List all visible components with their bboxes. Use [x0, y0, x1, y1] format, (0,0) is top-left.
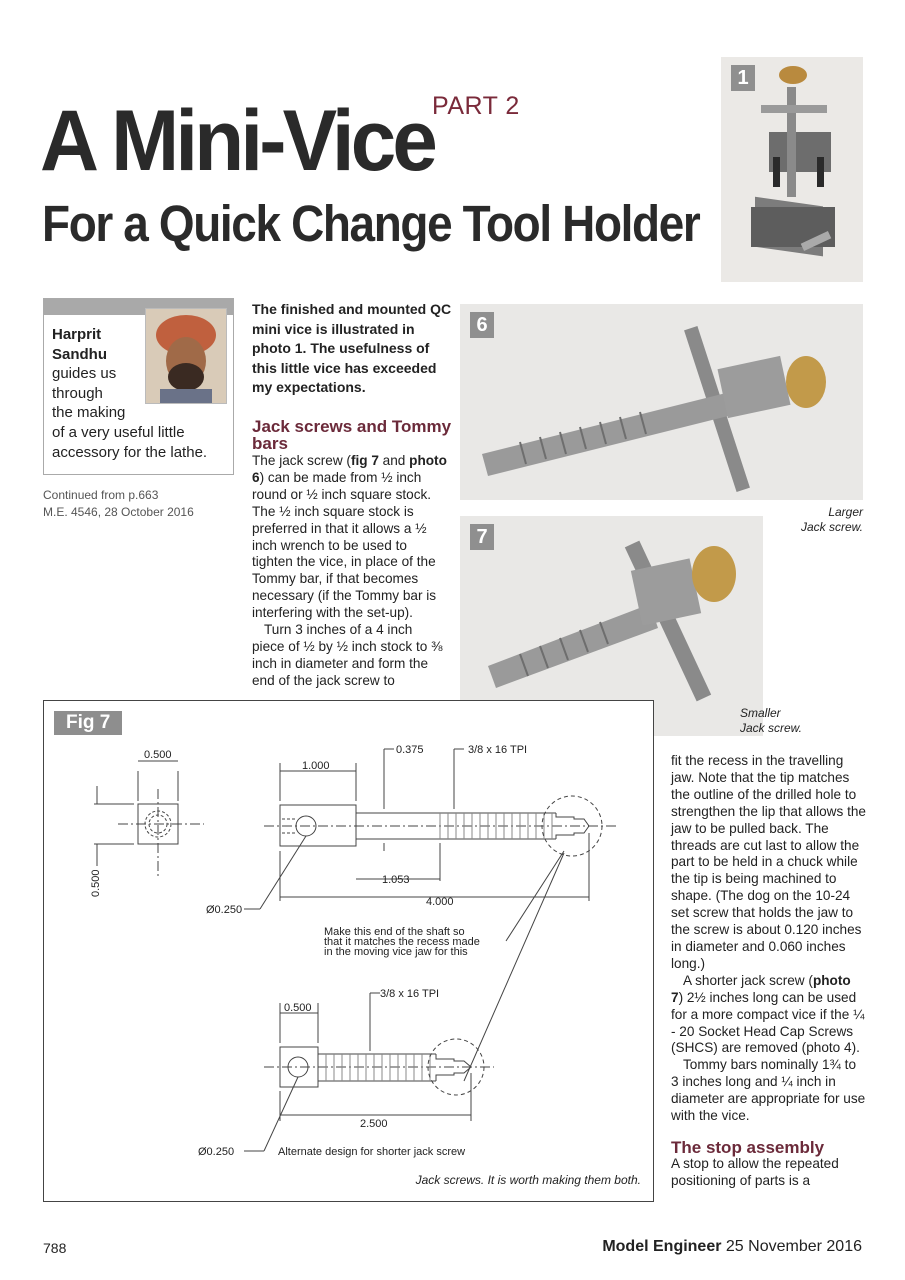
continued-from: Continued from p.663	[43, 488, 159, 502]
author-box	[43, 298, 234, 475]
part-label: PART 2	[432, 92, 520, 120]
blurb-line: the making	[52, 404, 126, 422]
photo-ref: photo 7	[671, 972, 851, 1005]
blurb-line: of a very useful little	[52, 423, 185, 441]
body-column-2	[252, 453, 447, 690]
photo-7-caption-line: Jack screw.	[740, 721, 803, 735]
paragraph-5: Tommy bars nominally 1¾ to 3 inches long and ¼ inch in diameter are appropriate for use with the vice.	[671, 1057, 866, 1124]
photo-ref: photo 6	[252, 453, 447, 485]
page-number: 788	[43, 1240, 67, 1256]
technical-drawing	[44, 701, 655, 1203]
issue-reference: M.E. 4546, 28 October 2016	[43, 505, 194, 519]
issue-date: 25 November 2016	[725, 1238, 862, 1255]
article-title: A Mini-Vice	[40, 93, 435, 189]
dim-head-len: 1.000	[302, 760, 330, 772]
figure-tag: Fig 7	[54, 711, 122, 735]
photo-6-caption-line: Larger	[828, 505, 863, 519]
note-line-2: that it matches the recess made	[324, 936, 480, 948]
dim-overall-short: 2.500	[360, 1118, 388, 1130]
blurb-line: guides us	[52, 365, 117, 383]
dim-unthreaded: 1.053	[382, 874, 410, 886]
figure-caption: Jack screws. It is worth making them both.	[415, 1173, 641, 1187]
blurb-line: through	[52, 384, 103, 402]
figure-7	[43, 700, 654, 1202]
photo-7-number: 7	[470, 524, 494, 550]
paragraph-4	[671, 973, 866, 1058]
para4-text: A shorter jack screw (	[683, 972, 813, 988]
para1-text: The jack screw (	[252, 453, 351, 468]
paragraph-1	[252, 453, 447, 622]
lead-paragraph: The finished and mounted QC mini vice is illustrated in photo 1. The usefulness of this little vice has exceeded my expectations.	[252, 301, 452, 396]
author-name-2: Sandhu	[52, 345, 107, 363]
note-line-1: Make this end of the shaft so	[324, 926, 465, 938]
continued-note	[43, 487, 194, 521]
heading-jack-screws: Jack screws and Tommy bars	[252, 417, 452, 453]
paragraph-6: A stop to allow the repeated positioning of parts is a	[671, 1155, 839, 1188]
long-screw	[244, 749, 619, 1081]
magazine-name: Model Engineer	[602, 1238, 722, 1255]
dim-thread-top: 3/8 x 16 TPI	[468, 744, 528, 756]
alt-design-label: Alternate design for shorter jack screw	[278, 1146, 466, 1158]
paragraph-3: fit the recess in the travelling jaw. Note that the tip matches the outline of the drilled hole to strengthen the lip that allows the jaw to be pulled back. The threads are cut last to allow the part to be held in a chuck while the tip is being machined to shape. (The dog on the 10-24 set screw that holds the jaw to the screw is about 0.120 inches in diameter and 0.060 inches long.)	[671, 753, 866, 971]
dim-sq-width: 0.500	[144, 749, 172, 761]
dim-overall: 4.000	[426, 896, 454, 908]
para1-rest: ) can be made from ½ inch round or ½ inch square stock. The ½ inch square stock is preferred in that it allows a ½ inch wrench to be used to tighten the vice, in place of the Tommy bar, if that becomes necessary (if the Tommy bar is interfering with the set-up).	[252, 469, 437, 621]
photo-6	[460, 304, 863, 500]
photo-6-caption	[760, 505, 863, 535]
magazine-footer	[602, 1238, 862, 1256]
para1-and: and	[378, 453, 410, 468]
paragraph-2: Turn 3 inches of a 4 inch piece of ½ by ½ inch stock to ⅜ inch in diameter and form the end of the jack screw to	[252, 622, 443, 688]
dim-thread-bottom: 3/8 x 16 TPI	[380, 988, 440, 1000]
photo-1-number: 1	[731, 65, 755, 91]
note-line-3: in the moving vice jaw for this	[324, 946, 468, 958]
para4-rest: ) 2½ inches long can be used for a more compact vice if the ¼ - 20 Socket Head Cap Screws (SHCS) are removed (photo 4).	[671, 989, 865, 1056]
dim-sq-height: 0.500	[90, 869, 102, 897]
end-view	[94, 761, 204, 876]
heading-stop-assembly: The stop assembly	[671, 1137, 825, 1157]
body-column-3	[671, 753, 866, 1190]
photo-7-caption	[740, 706, 836, 736]
author-name-1: Harprit	[52, 326, 102, 343]
photo-6-illustration	[460, 304, 863, 500]
photo-6-caption-line: Jack screw.	[800, 520, 863, 534]
author-blurb	[52, 325, 230, 462]
dim-head-short: 0.500	[284, 1002, 312, 1014]
article-subtitle: For a Quick Change Tool Holder	[42, 195, 700, 252]
blurb-line: accessory for the lathe.	[52, 443, 208, 461]
fig-ref: fig 7	[350, 453, 379, 468]
photo-6-number: 6	[470, 312, 494, 338]
dim-shaft-dia: 0.375	[396, 744, 424, 756]
dim-hole-top: Ø0.250	[206, 904, 243, 916]
photo-1	[721, 57, 863, 282]
photo-7-caption-line: Smaller	[740, 706, 781, 720]
dim-hole-bottom: Ø0.250	[198, 1146, 235, 1158]
